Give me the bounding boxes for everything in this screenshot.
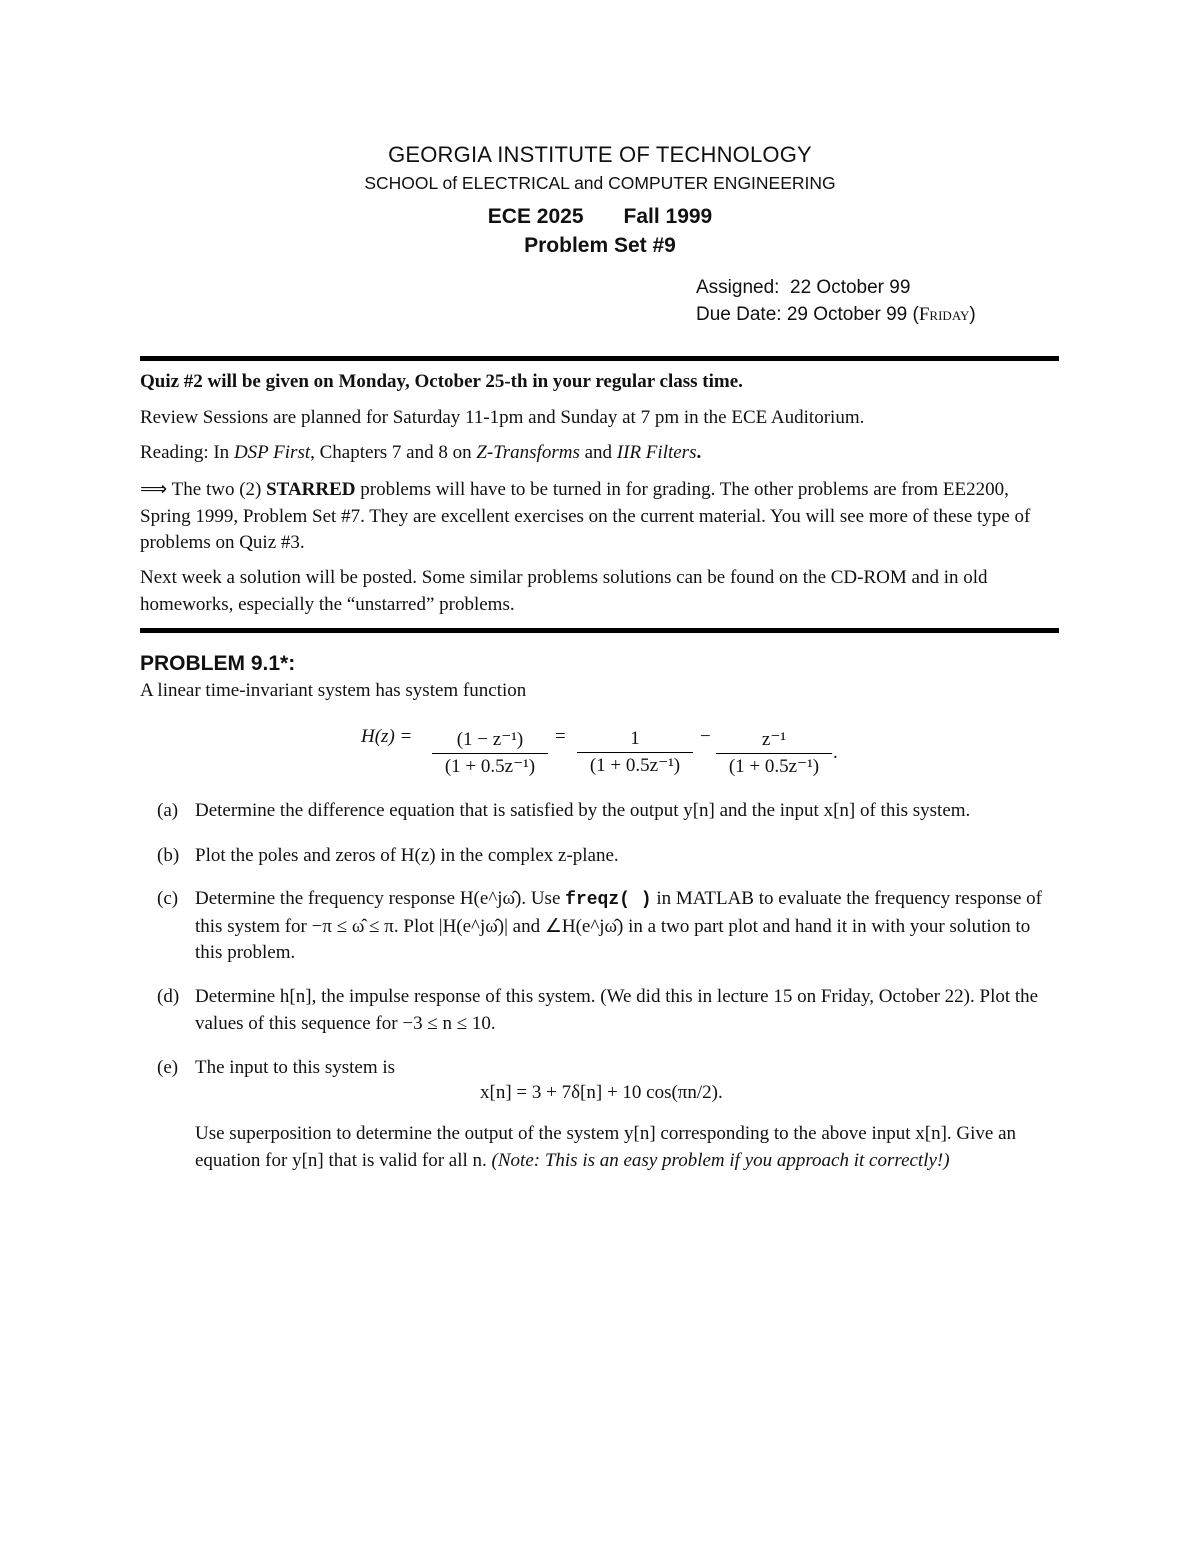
part-c-text-pre: Determine the frequency response H(e^jω̂). Use — [195, 888, 566, 909]
starred-pre: The two (2) — [167, 479, 267, 500]
reading-notice — [140, 440, 1059, 467]
part-e-note: (Note: This is an easy problem if you approach it correctly!) — [491, 1149, 950, 1171]
problem-set-title: Problem Set #9 — [524, 234, 676, 257]
fraction-2 — [577, 728, 693, 777]
reading-topic-iir: IIR Filters — [616, 442, 697, 463]
implies-arrow-icon: ⟹ — [140, 479, 168, 500]
part-c-text — [195, 886, 1059, 967]
fraction-1-denominator: (1 + 0.5z⁻¹) — [432, 753, 548, 778]
freqz-code: freqz( ) — [565, 890, 652, 910]
course-line — [0, 205, 1200, 229]
due-line: Due Date: 29 October 99 (Friday) — [696, 304, 976, 325]
equation-lhs: H(z) = — [361, 726, 413, 747]
fraction-3 — [716, 728, 832, 778]
due-label: Due Date: — [696, 304, 782, 325]
institution-name: GEORGIA INSTITUTE OF TECHNOLOGY — [388, 142, 812, 167]
part-b-label: (b) — [157, 845, 180, 866]
part-a-label: (a) — [157, 800, 179, 821]
fraction-2-denominator: (1 + 0.5z⁻¹) — [577, 752, 693, 777]
reading-and: and — [579, 442, 617, 463]
part-c-label: (c) — [157, 888, 179, 909]
reading-mid: , Chapters 7 and 8 on — [310, 442, 477, 463]
reading-topic-z: Z-Transforms — [476, 442, 580, 463]
part-d-label: (d) — [157, 986, 180, 1007]
part-d-text: Determine h[n], the impulse response of this system. (We did this in lecture 15 on Friday, October 22). Plot the values of this sequence for −3 ≤ n ≤ 10. — [195, 986, 1039, 1034]
course-code: ECE 2025 — [487, 205, 584, 228]
quiz-notice: Quiz #2 will be given on Monday, October 25-th in your regular class time. — [140, 371, 743, 392]
equation-equals: = — [555, 726, 566, 747]
fraction-1 — [432, 728, 548, 778]
starred-keyword: STARRED — [266, 479, 356, 500]
top-divider — [140, 356, 1059, 361]
part-e-followup-text: Use superposition to determine the output of the system y[n] corresponding to the above input x[n]. Give an equation for y[n] that is valid for all n. — [195, 1123, 1017, 1171]
solution-notice: Next week a solution will be posted. Some similar problems solutions can be found on the CD-ROM and in old homeworks, especially the “unstarred” problems. — [140, 567, 988, 615]
due-date: 29 October 99 — [786, 304, 908, 325]
assigned-label: Assigned: — [696, 277, 780, 298]
course-term: Fall 1999 — [623, 205, 713, 228]
reading-end: . — [696, 442, 702, 463]
equation-minus: − — [700, 726, 711, 747]
fraction-1-numerator: (1 − z⁻¹) — [456, 729, 524, 750]
part-e-followup — [195, 1121, 1059, 1174]
part-e-text: The input to this system is — [195, 1057, 396, 1078]
fraction-2-numerator: 1 — [630, 728, 640, 749]
starred-notice — [140, 477, 1059, 557]
problem-intro: A linear time-invariant system has system function — [140, 680, 527, 701]
starred-post: problems will have to be turned in for grading. The other problems are from EE2200, Spring 1999, Problem Set #7. They are excellent exercises on the current material. You will see more of these type of problems on Quiz #3. — [140, 479, 1031, 553]
reading-prefix: Reading: In — [140, 442, 234, 463]
part-e-label: (e) — [157, 1057, 179, 1078]
assigned-line — [696, 277, 910, 299]
part-b-text: Plot the poles and zeros of H(z) in the complex z-plane. — [195, 845, 619, 866]
part-c-text-post: in MATLAB to evaluate the frequency response of this system for −π ≤ ω̂ ≤ π. Plot |H(e^jω̂)| and ∠H(e^jω̂) in a two part plot and hand it in with your solution to this problem. — [195, 888, 1042, 963]
fraction-3-numerator: z⁻¹ — [761, 729, 787, 750]
assigned-date: 22 October 99 — [790, 277, 911, 298]
input-equation: x[n] = 3 + 7δ[n] + 10 cos(πn/2). — [480, 1082, 723, 1103]
problem-title: PROBLEM 9.1*: — [140, 652, 296, 675]
equation-period: . — [833, 742, 838, 763]
bottom-divider — [140, 628, 1059, 633]
fraction-3-denominator: (1 + 0.5z⁻¹) — [716, 753, 832, 778]
part-a-text: Determine the difference equation that is satisfied by the output y[n] and the input x[n] of this system. — [195, 800, 971, 821]
due-day: Friday — [918, 304, 970, 325]
school-name: SCHOOL of ELECTRICAL and COMPUTER ENGINEERING — [364, 173, 836, 193]
review-notice: Review Sessions are planned for Saturday 11-1pm and Sunday at 7 pm in the ECE Auditorium. — [140, 407, 865, 428]
reading-book: DSP First — [233, 442, 311, 463]
